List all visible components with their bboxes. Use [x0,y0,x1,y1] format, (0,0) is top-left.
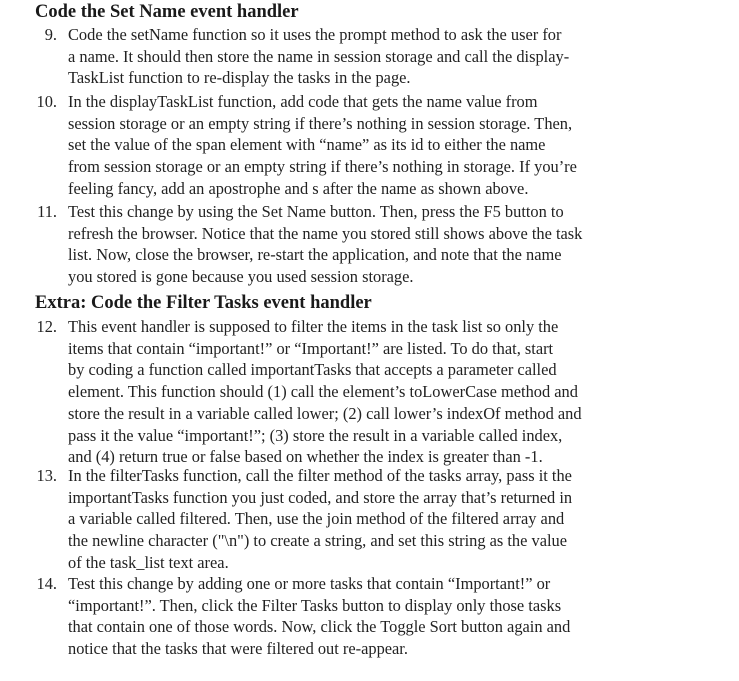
step-text [68,465,620,574]
step-number: 11. [37,202,57,221]
step-line: items that contain “important!” or “Important!” are listed. To do that, start [68,338,554,358]
step-line: Code the setName function so it uses the prompt method to ask the user for [68,25,562,44]
step-number: 12. [36,317,57,336]
step-text [68,201,620,288]
step-number: 10. [36,92,57,111]
step-line: In the filterTasks function, call the filter method of the tasks array, pass it the [68,466,572,485]
step-line: that contain one of those words. Now, click the Toggle Sort button again and [68,617,571,637]
step-line: This event handler is supposed to filter the items in the task list so only the [68,317,559,336]
step-line: importantTasks function you just coded, and store the array that’s returned in [68,487,573,507]
step-line: by coding a function called importantTasks that accepts a parameter called [68,360,557,380]
step-line: refresh the browser. Notice that the name you stored still shows above the task [68,223,583,243]
step-line: set the value of the span element with “name” as its id to either the name [68,135,546,155]
step-line: a name. It should then store the name in session storage and call the display- [68,46,570,66]
step-number: 14. [36,574,57,593]
step-number: 13. [36,466,57,485]
step-line: “important!”. Then, click the Filter Tasks button to display only those tasks [68,595,562,615]
step-line: a variable called filtered. Then, use the join method of the filtered array and [68,509,565,529]
step-line: session storage or an empty string if there’s nothing in session storage. Then, [68,113,573,133]
step-number: 9. [44,25,57,44]
step-line: from session storage or an empty string if there’s nothing in storage. If you’re [68,157,577,177]
step-text [68,573,620,660]
section-heading-filter-tasks: Extra: Code the Filter Tasks event handler [35,293,372,313]
step-line: TaskList function to re-display the tasks in the page. [68,68,411,88]
step-line: the newline character ("\n") to create a string, and set this string as the value [68,531,567,551]
step-line: store the result in a variable called lower; (2) call lower’s indexOf method and [68,403,582,423]
step-text [68,316,620,468]
step-line: and (4) return true or false based on whether the index is greater than -1. [68,447,543,467]
step-line: you stored is gone because you used session storage. [68,267,414,287]
step-line: list. Now, close the browser, re-start the application, and note that the name [68,245,562,265]
step-line: of the task_list text area. [68,552,229,572]
step-line: Test this change by adding one or more tasks that contain “Important!” or [68,574,551,593]
step-line: notice that the tasks that were filtered out re-appear. [68,639,408,659]
step-line: element. This function should (1) call the element’s toLowerCase method and [68,382,578,402]
step-line: pass it the value “important!”; (3) store the result in a variable called index, [68,425,563,445]
step-line: feeling fancy, add an apostrophe and s after the name as shown above. [68,178,529,198]
step-text [68,24,620,89]
step-line: Test this change by using the Set Name button. Then, press the F5 button to [68,202,564,221]
section-heading-set-name: Code the Set Name event handler [35,2,299,22]
step-line: In the displayTaskList function, add code that gets the name value from [68,92,538,111]
step-text [68,91,620,200]
